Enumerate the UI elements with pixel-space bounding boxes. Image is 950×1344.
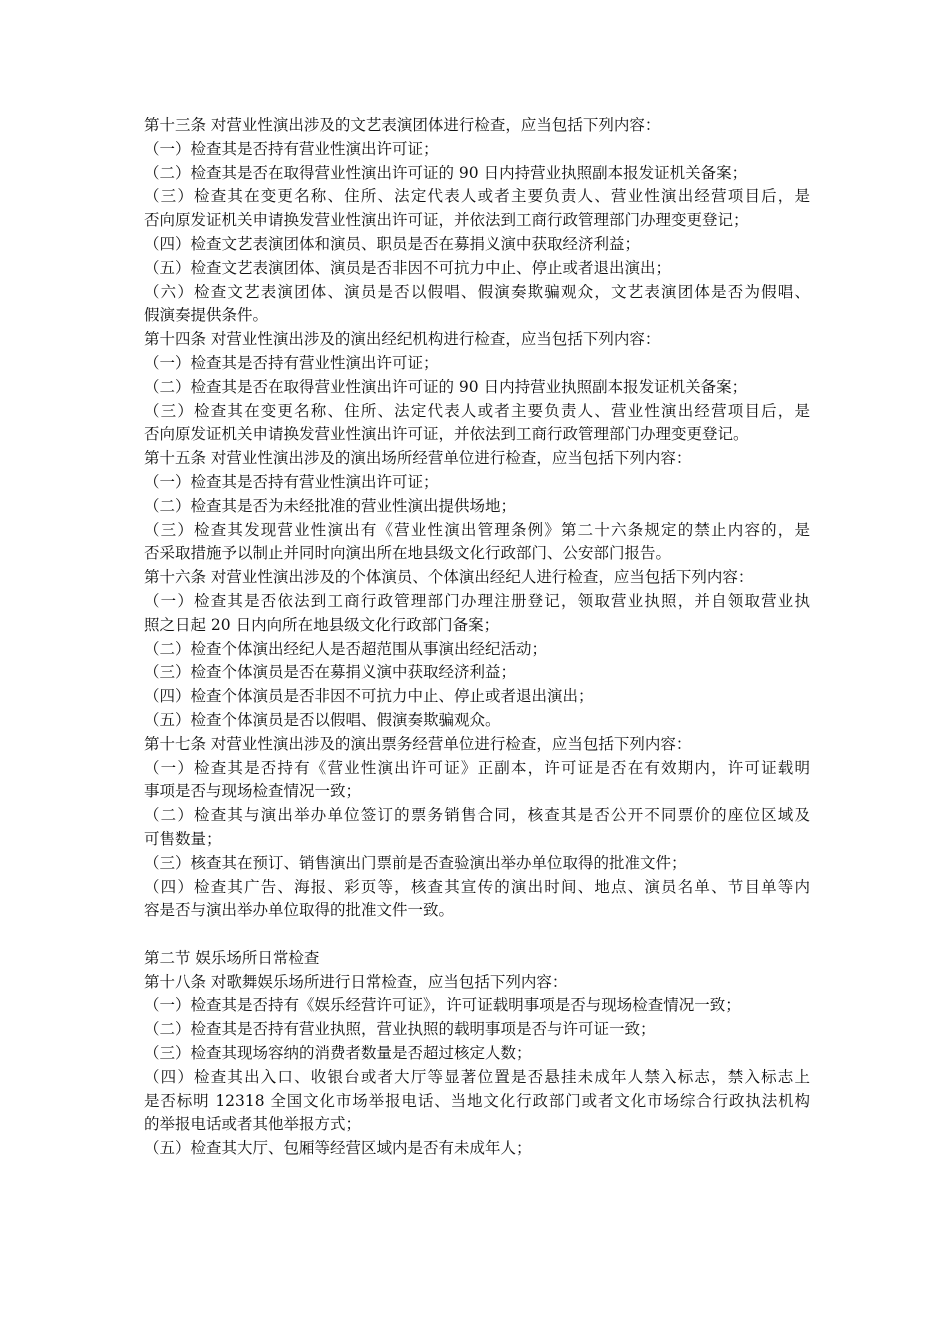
text-line: （二）检查其是否持有营业执照，营业执照的载明事项是否与许可证一致； [144, 1020, 656, 1039]
text-line: （五）检查其大厅、包厢等经营区域内是否有未成年人； [144, 1139, 532, 1158]
text-line: （三）检查其在变更名称、住所、法定代表人或者主要负责人、营业性演出经营项目后，是 [144, 401, 810, 420]
text-line: （三）检查其在变更名称、住所、法定代表人或者主要负责人、营业性演出经营项目后，是 [144, 187, 810, 206]
text-line: （二）检查其是否为未经批准的营业性演出提供场地； [144, 496, 517, 515]
text-line: （四）检查其广告、海报、彩页等，核查其宣传的演出时间、地点、演员名单、节目单等内 [144, 877, 810, 896]
text-line: （一）检查其是否依法到工商行政管理部门办理注册登记，领取营业执照，并自领取营业执 [144, 591, 810, 610]
text-line: （五）检查文艺表演团体、演员是否非因不可抗力中止、停止或者退出演出； [144, 258, 672, 277]
text-line: （五）检查个体演员是否以假唱、假演奏欺骗观众。 [144, 710, 501, 729]
text-line: （一）检查其是否持有营业性演出许可证； [144, 472, 439, 491]
text-line: 事项是否与现场检查情况一致； [144, 782, 362, 801]
text-line: 是否标明 12318 全国文化市场举报电话、当地文化行政部门或者文化市场综合行政执法机构 [144, 1091, 810, 1110]
text-line: （四）检查个体演员是否非因不可抗力中止、停止或者退出演出； [144, 687, 594, 706]
text-line: 可售数量； [144, 829, 222, 848]
text-line: （三）检查其现场容纳的消费者数量是否超过核定人数； [144, 1044, 532, 1063]
text-line: 第十三条 对营业性演出涉及的文艺表演团体进行检查，应当包括下列内容： [144, 116, 661, 134]
text-line: 假演奏提供条件。 [144, 306, 269, 325]
text-line: （二）检查其是否在取得营业性演出许可证的 90 日内持营业执照副本报发证机关备案； [144, 163, 748, 182]
text-line: （三）核查其在预订、销售演出门票前是否查验演出举办单位取得的批准文件； [144, 853, 687, 872]
text-line: （四）检查文艺表演团体和演员、职员是否在募捐义演中获取经济利益； [144, 234, 641, 253]
text-line: （四）检查其出入口、收银台或者大厅等显著位置是否悬挂未成年人禁入标志，禁入标志上 [144, 1067, 810, 1086]
text-line: 的举报电话或者其他举报方式； [144, 1115, 362, 1134]
text-line: 第十五条 对营业性演出涉及的演出场所经营单位进行检查，应当包括下列内容： [144, 449, 692, 468]
blank-line [144, 923, 810, 947]
text-line: （一）检查其是否持有《娱乐经营许可证》，许可证载明事项是否与现场检查情况一致； [144, 996, 741, 1015]
text-line: （二）检查个体演出经纪人是否超范围从事演出经纪活动； [144, 639, 548, 658]
text-line: 第十六条 对营业性演出涉及的个体演员、个体演出经纪人进行检查，应当包括下列内容： [144, 568, 754, 587]
text-line: （二）检查其与演出举办单位签订的票务销售合同，核查其是否公开不同票价的座位区域及 [144, 806, 810, 825]
text-line: 否向原发证机关申请换发营业性演出许可证，并依法到工商行政管理部门办理变更登记。 [144, 425, 749, 444]
text-line: 照之日起 20 日内向所在地县级文化行政部门备案； [144, 615, 500, 634]
text-line: （三）检查个体演员是否在募捐义演中获取经济利益； [144, 663, 517, 682]
document-page [144, 114, 810, 1161]
text-line: （一）检查其是否持有营业性演出许可证； [144, 353, 439, 372]
text-line: （二）检查其是否在取得营业性演出许可证的 90 日内持营业执照副本报发证机关备案； [144, 377, 748, 396]
text-line: 第十八条 对歌舞娱乐场所进行日常检查，应当包括下列内容： [144, 972, 568, 991]
text-line: （三）检查其发现营业性演出有《营业性演出管理条例》第二十六条规定的禁止内容的，是 [144, 520, 810, 539]
text-line: 第二节 娱乐场所日常检查 [144, 948, 320, 967]
text-line: 否采取措施予以制止并同时向演出所在地县级文化行政部门、公安部门报告。 [144, 544, 672, 563]
text-line: 第十四条 对营业性演出涉及的演出经纪机构进行检查，应当包括下列内容： [144, 330, 661, 349]
text-line: 否向原发证机关申请换发营业性演出许可证，并依法到工商行政管理部门办理变更登记； [144, 211, 749, 230]
text-line: 第十七条 对营业性演出涉及的演出票务经营单位进行检查，应当包括下列内容： [144, 734, 692, 753]
text-line: （六）检查文艺表演团体、演员是否以假唱、假演奏欺骗观众，文艺表演团体是否为假唱、 [144, 282, 810, 301]
text-line: 容是否与演出举办单位取得的批准文件一致。 [144, 901, 455, 920]
text-line: （一）检查其是否持有《营业性演出许可证》正副本，许可证是否在有效期内，许可证载明 [144, 758, 810, 777]
text-line: （一）检查其是否持有营业性演出许可证； [144, 139, 439, 158]
